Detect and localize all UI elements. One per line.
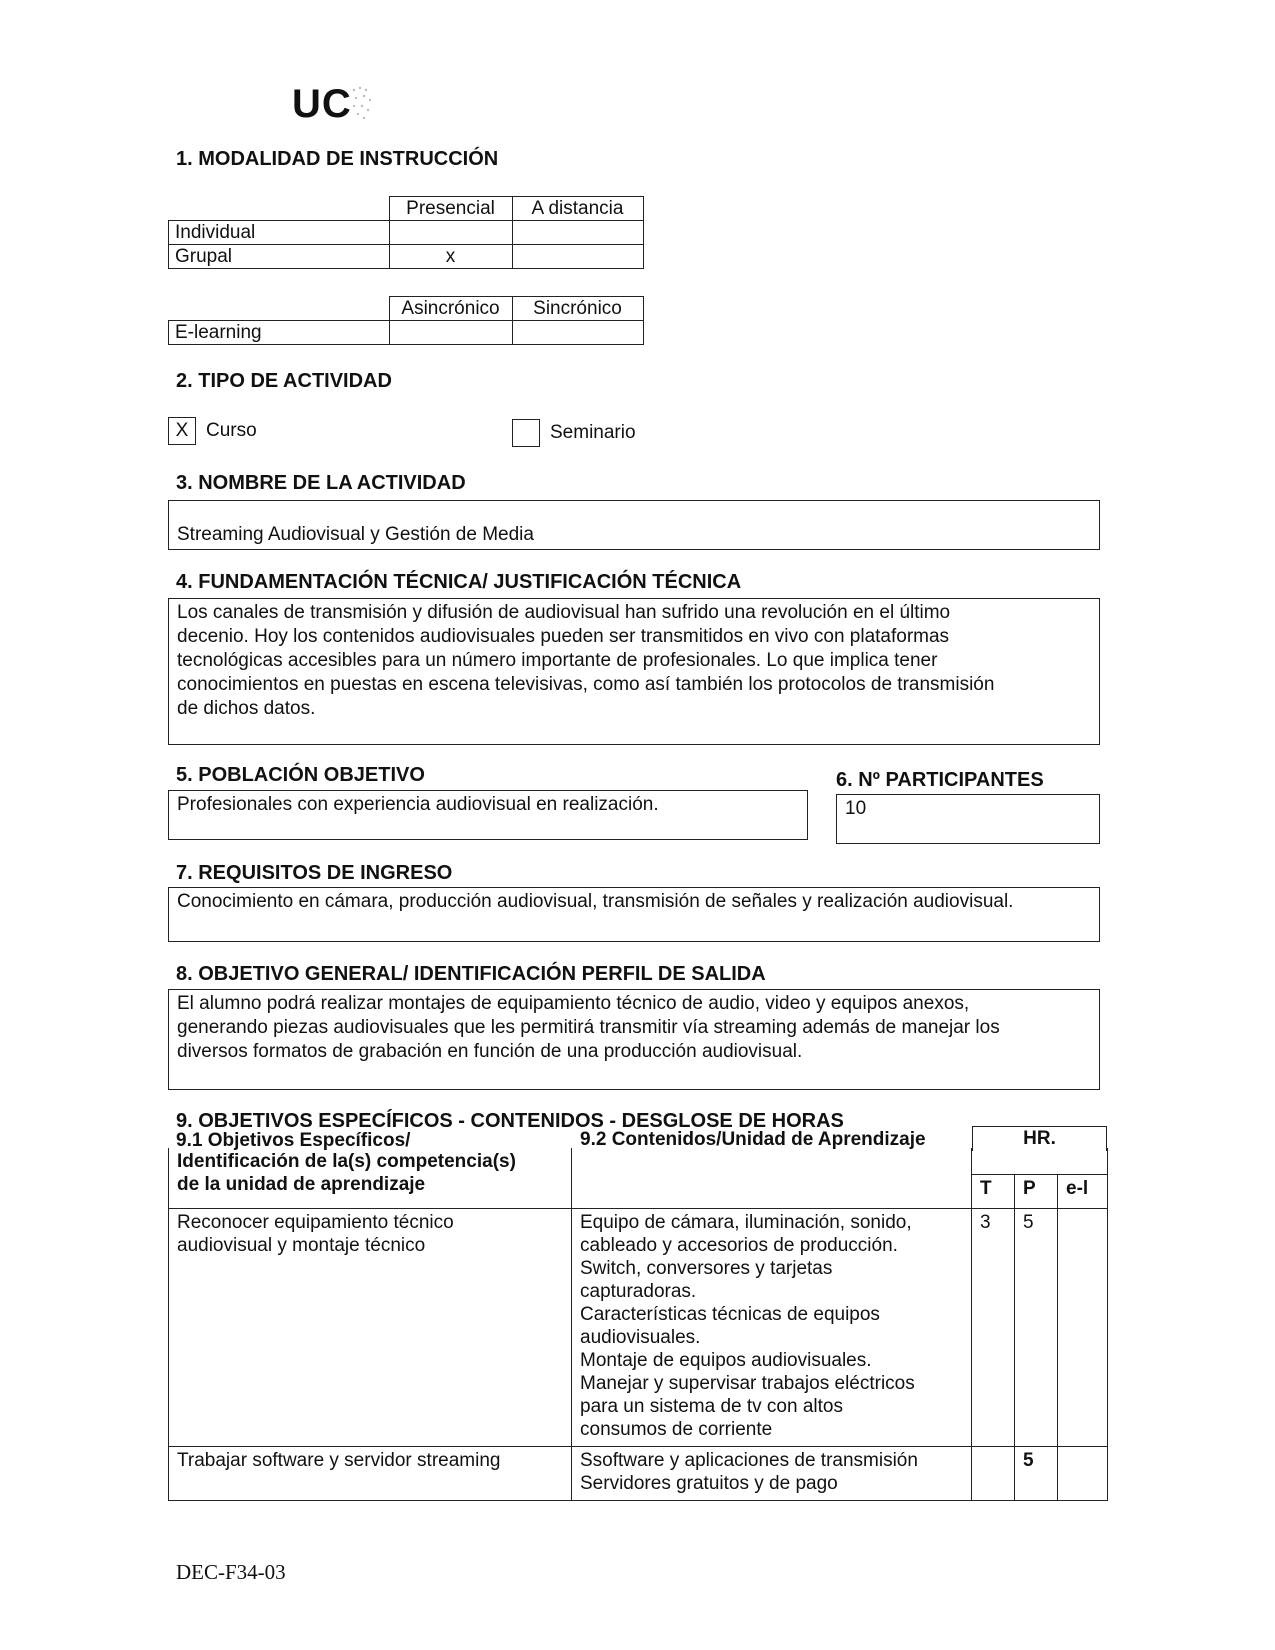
row-1-t[interactable]: 3	[972, 1208, 1015, 1446]
row-1-objetivo[interactable]	[169, 1208, 572, 1446]
header-t: T	[972, 1174, 1015, 1208]
objetivo-general-line: generando piezas audiovisuales que les permitirá transmitir vía streaming además de manejar los	[177, 1017, 1000, 1038]
participantes-value: 10	[845, 798, 867, 819]
fundamentacion-line: Los canales de transmisión y difusión de audiovisual han sufrido una revolución en el último	[177, 602, 951, 623]
cell-grupal-distancia[interactable]	[512, 245, 643, 269]
col-asincronico: Asincrónico	[389, 297, 512, 321]
cell-elearning-asincronico[interactable]	[389, 321, 512, 345]
cell-elearning-sincronico[interactable]	[512, 321, 643, 345]
poblacion-objetivo-value: Profesionales con experiencia audiovisual en realización.	[177, 794, 659, 815]
row-2-contenido-line: Servidores gratuitos y de pago	[580, 1472, 838, 1494]
section-1-title: 1. MODALIDAD DE INSTRUCCIÓN	[176, 148, 499, 170]
fundamentacion-line: conocimientos en puestas en escena televisivas, como así también los protocolos de transmisión	[177, 674, 995, 695]
section-6-title: 6. Nº PARTICIPANTES	[836, 769, 1044, 791]
header-objetivos-line: de la unidad de aprendizaje	[177, 1174, 426, 1195]
row-1-contenido-line: Montaje de equipos audiovisuales.	[580, 1349, 872, 1371]
row-1-contenido-line: consumos de corriente	[580, 1418, 773, 1440]
modalidad-table	[168, 196, 644, 269]
col-sincronico: Sincrónico	[512, 297, 643, 321]
row-grupal-label: Grupal	[169, 245, 390, 269]
row-2-t[interactable]	[972, 1446, 1015, 1500]
requisitos-field[interactable]	[168, 887, 1100, 942]
fundamentacion-field[interactable]	[168, 598, 1100, 745]
col-a-distancia: A distancia	[512, 197, 643, 221]
header-contenidos-label: 9.2 Contenidos/Unidad de Aprendizaje	[580, 1129, 926, 1150]
cell-individual-distancia[interactable]	[512, 221, 643, 245]
nombre-actividad-value: Streaming Audiovisual y Gestión de Media	[177, 524, 534, 545]
row-2-objetivo-line: Trabajar software y servidor streaming	[177, 1449, 501, 1471]
curso-label: Curso	[206, 420, 257, 441]
row-1-contenido-line: Manejar y supervisar trabajos eléctricos	[580, 1372, 915, 1394]
fundamentacion-line: decenio. Hoy los contenidos audiovisuales pueden ser transmitidos en vivo con plataformas	[177, 626, 950, 647]
row-1-contenido-line: Switch, conversores y tarjetas	[580, 1257, 833, 1279]
section-9-title: 9. OBJETIVOS ESPECÍFICOS - CONTENIDOS - DESGLOSE DE HORAS	[176, 1110, 844, 1132]
row-1-objetivo-line: Reconocer equipamiento técnico	[177, 1211, 454, 1233]
row-1-contenido-line: capturadoras.	[580, 1280, 697, 1302]
obj-header-line-1: 9.1 Objetivos Específicos/	[176, 1130, 411, 1151]
uc-logo: UC	[292, 82, 352, 126]
objetivo-general-line: El alumno podrá realizar montajes de equipamiento técnico de audio, video y equipos anexos,	[177, 993, 970, 1014]
row-1-el[interactable]	[1058, 1208, 1108, 1446]
nombre-actividad-field[interactable]	[168, 500, 1100, 550]
row-individual-label: Individual	[169, 221, 390, 245]
objetivo-general-line: diversos formatos de grabación en función de una producción audiovisual.	[177, 1041, 803, 1062]
section-4-title: 4. FUNDAMENTACIÓN TÉCNICA/ JUSTIFICACIÓN TÉCNICA	[176, 571, 742, 593]
cell-individual-presencial[interactable]	[389, 221, 512, 245]
section-2-title: 2. TIPO DE ACTIVIDAD	[176, 370, 392, 392]
row-1-contenido-line: audiovisuales.	[580, 1326, 701, 1348]
row-1-contenido-line: para un sistema de tv con altos	[580, 1395, 843, 1417]
header-el: e-l	[1058, 1174, 1108, 1208]
row-2-objetivo[interactable]	[169, 1446, 572, 1500]
row-1-contenido-line: Características técnicas de equipos	[580, 1303, 880, 1325]
row-1-contenido-line: cableado y accesorios de producción.	[580, 1234, 898, 1256]
header-p: P	[1015, 1174, 1058, 1208]
objetivo-general-field[interactable]	[168, 989, 1100, 1090]
header-objetivos-line: Identificación de la(s) competencia(s)	[177, 1151, 516, 1172]
seminario-checkbox[interactable]	[512, 419, 540, 447]
poblacion-objetivo-field[interactable]	[168, 790, 808, 840]
row-2-p[interactable]: 5	[1015, 1446, 1058, 1500]
header-objetivos	[169, 1148, 572, 1208]
row-1-objetivo-line: audiovisual y montaje técnico	[177, 1234, 426, 1256]
section-5-title: 5. POBLACIÓN OBJETIVO	[176, 764, 425, 786]
cell-grupal-presencial[interactable]: x	[389, 245, 512, 269]
section-3-title: 3. NOMBRE DE LA ACTIVIDAD	[176, 472, 466, 494]
section-7-title: 7. REQUISITOS DE INGRESO	[176, 862, 453, 884]
row-elearning-label: E-learning	[169, 321, 390, 345]
col-presencial: Presencial	[389, 197, 512, 221]
header-contenidos	[572, 1129, 972, 1208]
header-hr-label: HR.	[972, 1126, 1107, 1151]
requisitos-value: Conocimiento en cámara, producción audiovisual, transmisión de señales y realización audiovisual.	[177, 891, 1014, 912]
section-8-title: 8. OBJETIVO GENERAL/ IDENTIFICACIÓN PERFIL DE SALIDA	[176, 963, 766, 985]
curso-checkbox[interactable]: X	[168, 417, 196, 445]
row-2-el[interactable]	[1058, 1446, 1108, 1500]
logo-dots-decoration	[348, 84, 382, 124]
seminario-label: Seminario	[550, 422, 636, 443]
row-1-contenidos[interactable]	[572, 1208, 972, 1446]
elearning-table	[168, 296, 644, 345]
header-hr	[972, 1128, 1108, 1174]
document-code: DEC-F34-03	[176, 1560, 286, 1584]
participantes-field[interactable]	[836, 794, 1100, 844]
row-2-contenidos[interactable]	[572, 1446, 972, 1500]
fundamentacion-line: tecnológicas accesibles para un número importante de profesionales. Lo que implica tener	[177, 650, 938, 671]
fundamentacion-line: de dichos datos.	[177, 698, 316, 719]
row-1-contenido-line: Equipo de cámara, iluminación, sonido,	[580, 1211, 912, 1233]
row-1-p[interactable]: 5	[1015, 1208, 1058, 1446]
row-2-contenido-line: Ssoftware y aplicaciones de transmisión	[580, 1449, 918, 1471]
